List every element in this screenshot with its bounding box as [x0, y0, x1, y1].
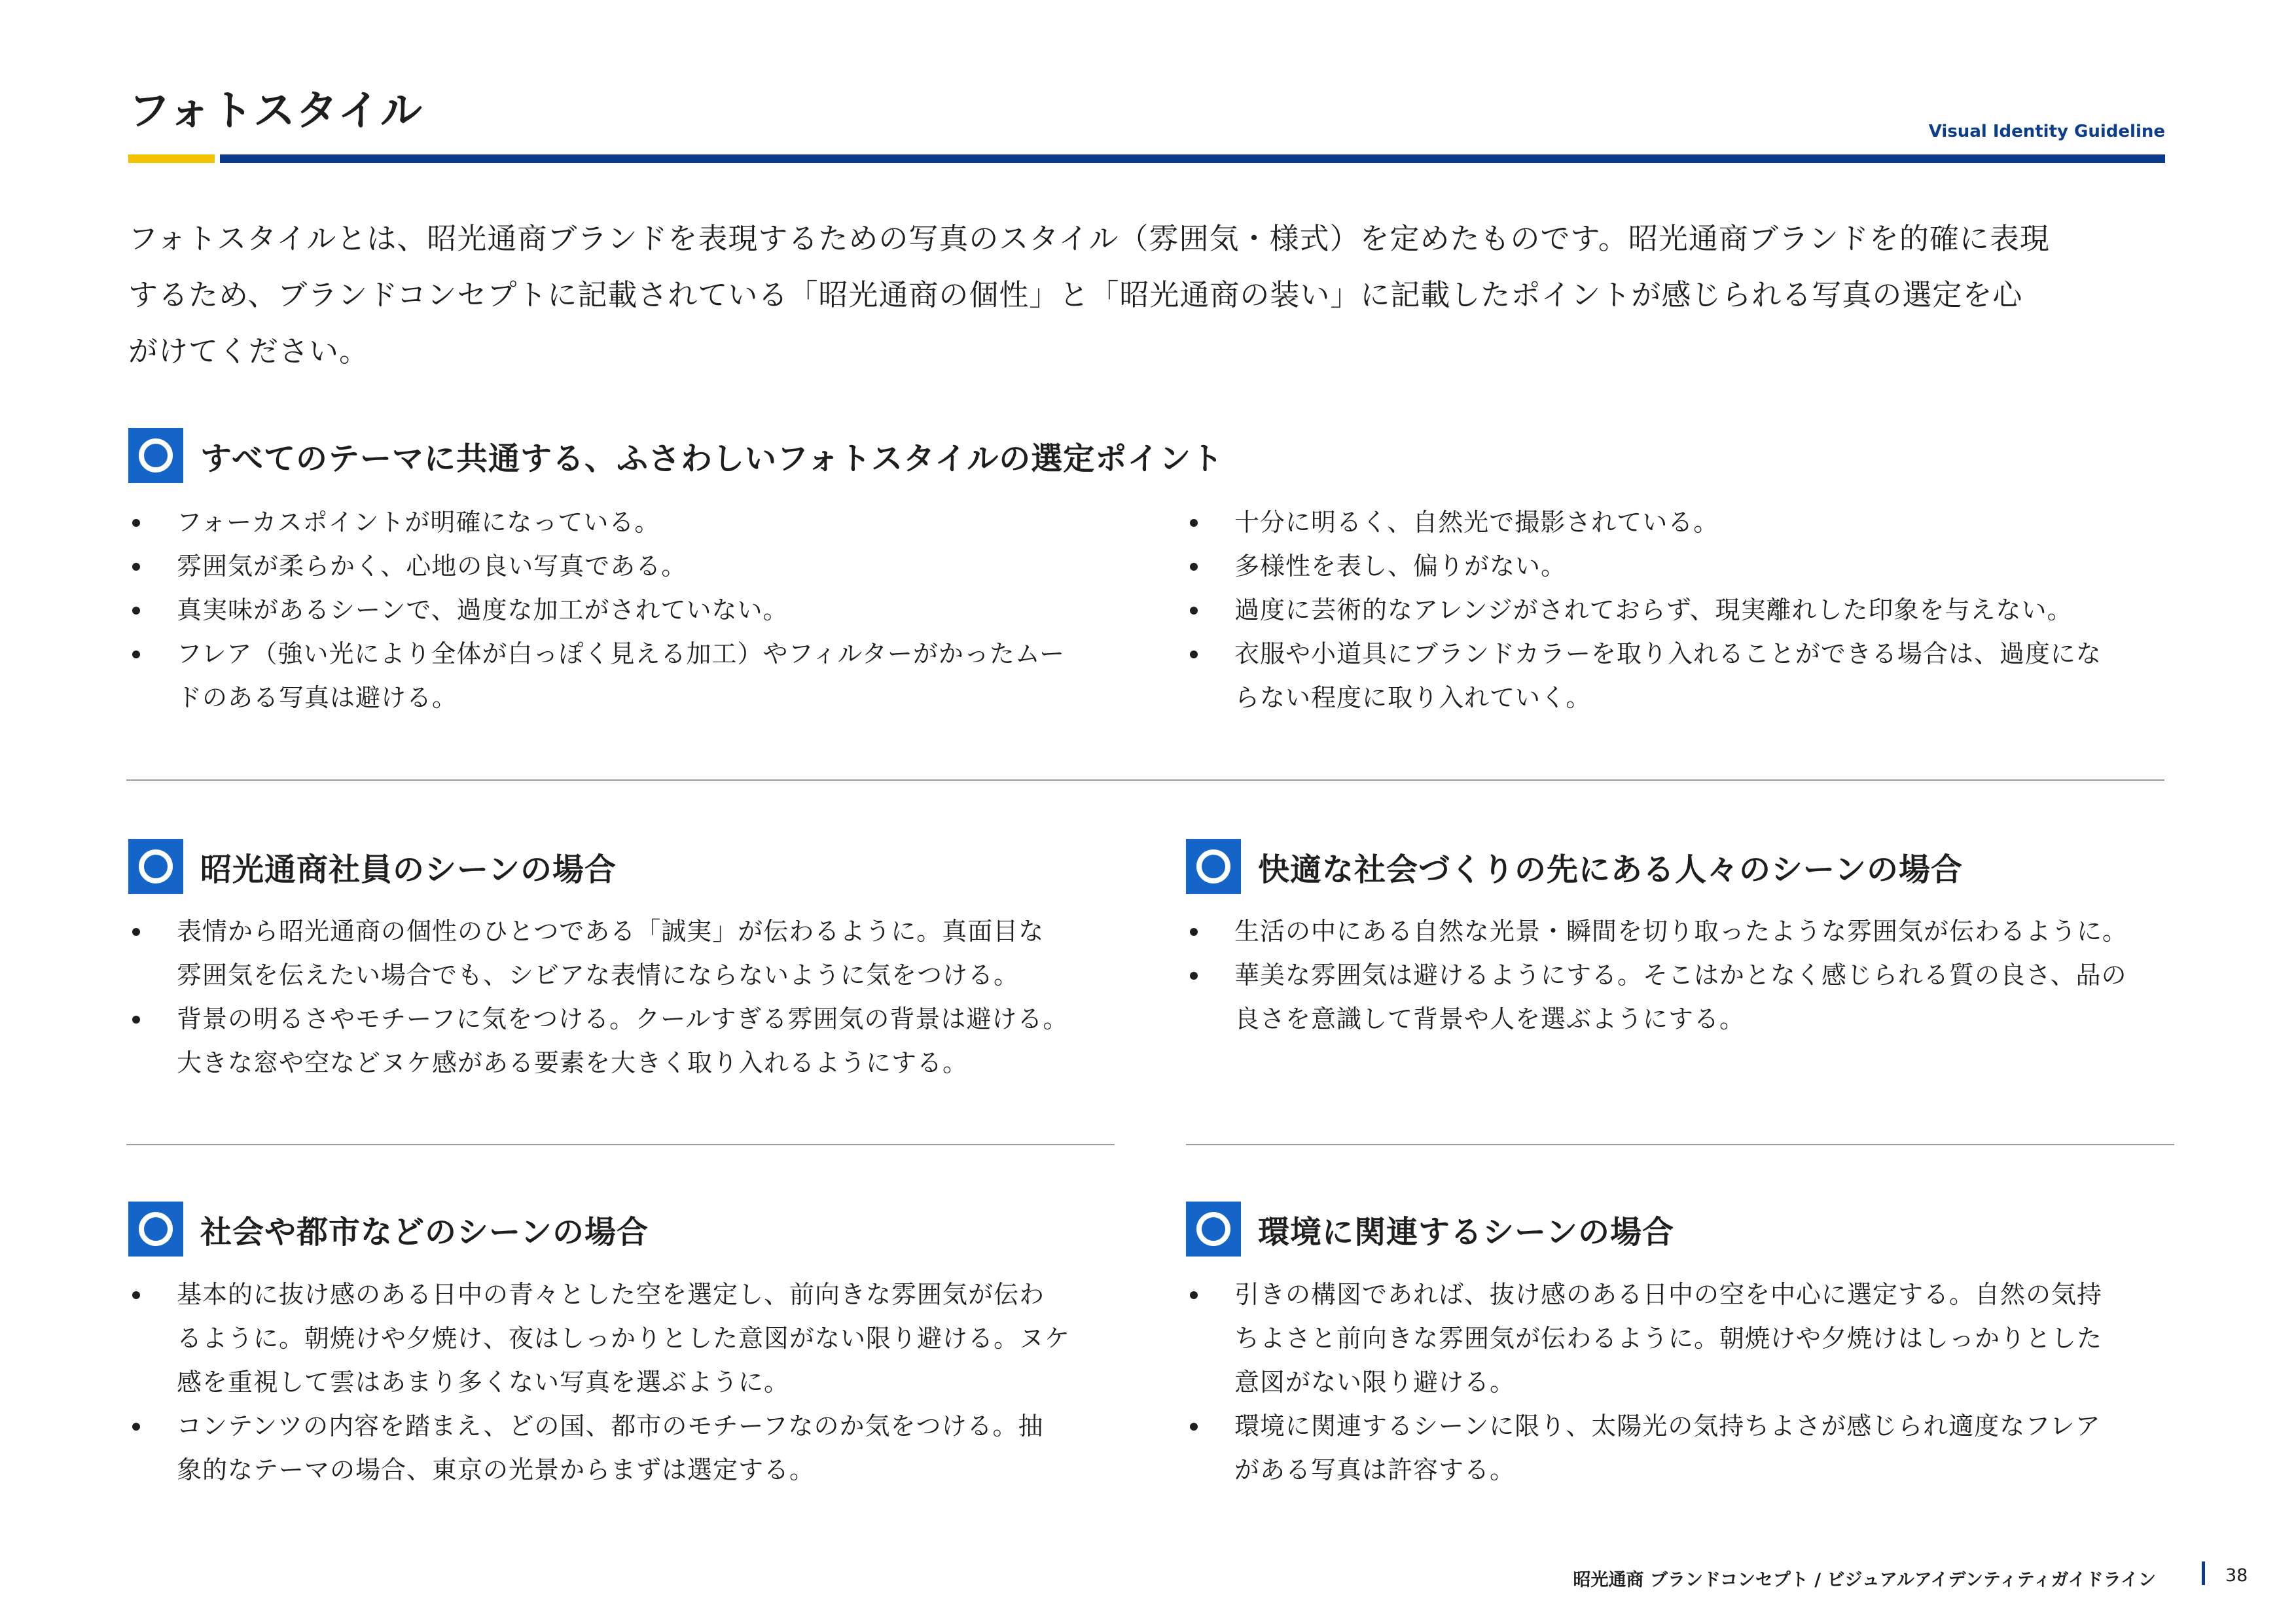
bullet-line: 衣服や小道具にブランドカラーを取り入れることができる場合は、過度にな: [1234, 639, 2102, 668]
bullet-item: [1186, 544, 2194, 588]
section-header-people: [1186, 839, 1963, 894]
bullet-item: [1186, 588, 2194, 632]
bullet-item: [1186, 501, 2194, 544]
bullet-line: 華美な雰囲気は避けるようにする。そこはかとなく感じられる質の良さ、品の: [1234, 961, 2127, 990]
common-points-left: [128, 501, 1136, 720]
intro-line: フォトスタイルとは、昭光通商ブランドを表現するための写真のスタイル（雰囲気・様式）を定めたものです。昭光通商ブランドを的確に表現: [128, 221, 2050, 256]
circle-badge-icon: [128, 1202, 183, 1257]
bullet-line: ちよさと前向きな雰囲気が伝わるように。朝焼けや夕焼けはしっかりとした: [1234, 1324, 2103, 1353]
people-points: [1186, 910, 2194, 1041]
circle-badge-icon: [1186, 839, 1241, 894]
section-title: 社会や都市などのシーンの場合: [200, 1213, 649, 1251]
bullet-line: 生活の中にある自然な光景・瞬間を切り取ったような雰囲気が伝わるように。: [1234, 917, 2128, 946]
circle-badge-icon: [128, 839, 183, 894]
bullet-item: [1186, 1273, 2194, 1404]
intro-paragraph: [128, 211, 2183, 380]
divider: [1186, 1144, 2174, 1145]
bullet-line: 雰囲気を伝えたい場合でも、シビアな表情にならないように気をつける。: [177, 961, 1020, 990]
bullet-item: [1186, 632, 2194, 720]
bullet-item: [128, 997, 1136, 1085]
environment-points: [1186, 1273, 2194, 1492]
page-title: フォトスタイル: [128, 87, 423, 135]
bullet-line: 感を重視して雲はあまり多くない写真を選ぶように。: [177, 1368, 790, 1397]
bullet-item: [128, 588, 1136, 632]
bullet-item: [128, 910, 1136, 997]
bullet-line: 雰囲気が柔らかく、心地の良い写真である。: [177, 552, 687, 580]
bullet-item: [1186, 910, 2194, 954]
bullet-item: [128, 501, 1136, 544]
bullet-line: 表情から昭光通商の個性のひとつである「誠実」が伝わるように。真面目な: [177, 917, 1045, 946]
bullet-line: 環境に関連するシーンに限り、太陽光の気持ちよさが感じられ適度なフレア: [1234, 1412, 2101, 1440]
section-title: すべてのテーマに共通する、ふさわしいフォトスタイルの選定ポイント: [200, 440, 1224, 477]
bullet-line: らない程度に取り入れていく。: [1234, 683, 1592, 712]
section-title: 環境に関連するシーンの場合: [1258, 1213, 1675, 1251]
bullet-line: 意図がない限り避ける。: [1234, 1368, 1516, 1397]
circle-badge-icon: [128, 428, 183, 483]
footer-separator: [2202, 1561, 2205, 1585]
bullet-item: [128, 1404, 1136, 1492]
divider: [126, 1144, 1115, 1145]
footer-title: 昭光通商 ブランドコンセプト / ビジュアルアイデンティティガイドライン: [1573, 1570, 2156, 1590]
section-header-society: [128, 1202, 649, 1257]
society-points: [128, 1273, 1136, 1492]
intro-line: がけてください。: [128, 334, 370, 368]
bullet-line: フォーカスポイントが明確になっている。: [177, 508, 660, 537]
employees-points: [128, 910, 1136, 1085]
section-header-common: [128, 428, 1223, 483]
section-header-environment: [1186, 1202, 1674, 1257]
bullet-item: [1186, 954, 2194, 1041]
bullet-line: 大きな窓や空などヌケ感がある要素を大きく取り入れるようにする。: [177, 1048, 969, 1077]
circle-badge-icon: [1186, 1202, 1241, 1257]
bullet-line: コンテンツの内容を踏まえ、どの国、都市のモチーフなのか気をつける。抽: [177, 1412, 1044, 1440]
section-title: 快適な社会づくりの先にある人々のシーンの場合: [1258, 851, 1964, 888]
accent-bar: [128, 154, 215, 163]
bullet-line: 真実味があるシーンで、過度な加工がされていない。: [177, 596, 789, 624]
bullet-item: [128, 544, 1136, 588]
section-title: 昭光通商社員のシーンの場合: [200, 851, 617, 888]
common-points-right: [1186, 501, 2194, 720]
bullet-line: 良さを意識して背景や人を選ぶようにする。: [1234, 1005, 1746, 1033]
bullet-line: ドのある写真は避ける。: [177, 683, 458, 712]
bullet-line: 過度に芸術的なアレンジがされておらず、現実離れした印象を与えない。: [1234, 596, 2073, 624]
bullet-line: 基本的に抜け感のある日中の青々とした空を選定し、前向きな雰囲気が伝わ: [177, 1280, 1045, 1309]
bullet-line: 象的なテーマの場合、東京の光景からまずは選定する。: [177, 1455, 816, 1484]
bullet-line: 十分に明るく、自然光で撮影されている。: [1234, 508, 1719, 537]
guideline-tag: Visual Identity Guideline: [1928, 122, 2165, 141]
bullet-line: がある写真は許容する。: [1234, 1455, 1516, 1484]
bullet-line: 背景の明るさやモチーフに気をつける。クールすぎる雰囲気の背景は避ける。: [177, 1005, 1069, 1033]
bullet-line: 引きの構図であれば、抜け感のある日中の空を中心に選定する。自然の気持: [1234, 1280, 2103, 1309]
section-header-employees: [128, 839, 617, 894]
bullet-item: [128, 1273, 1136, 1404]
divider: [126, 779, 2164, 781]
bullet-item: [128, 632, 1136, 720]
bullet-line: フレア（強い光により全体が白っぽく見える加工）やフィルターがかったムー: [177, 639, 1066, 668]
intro-line: するため、ブランドコンセプトに記載されている「昭光通商の個性」と「昭光通商の装い」に記載したポイントが感じられる写真の選定を心: [128, 277, 2023, 312]
bullet-line: るように。朝焼けや夕焼け、夜はしっかりとした意図がない限り避ける。ヌケ: [177, 1324, 1071, 1353]
bullet-item: [1186, 1404, 2194, 1492]
bullet-line: 多様性を表し、偏りがない。: [1234, 552, 1567, 580]
page-number: 38: [2225, 1565, 2248, 1586]
title-underline: [220, 154, 2165, 163]
